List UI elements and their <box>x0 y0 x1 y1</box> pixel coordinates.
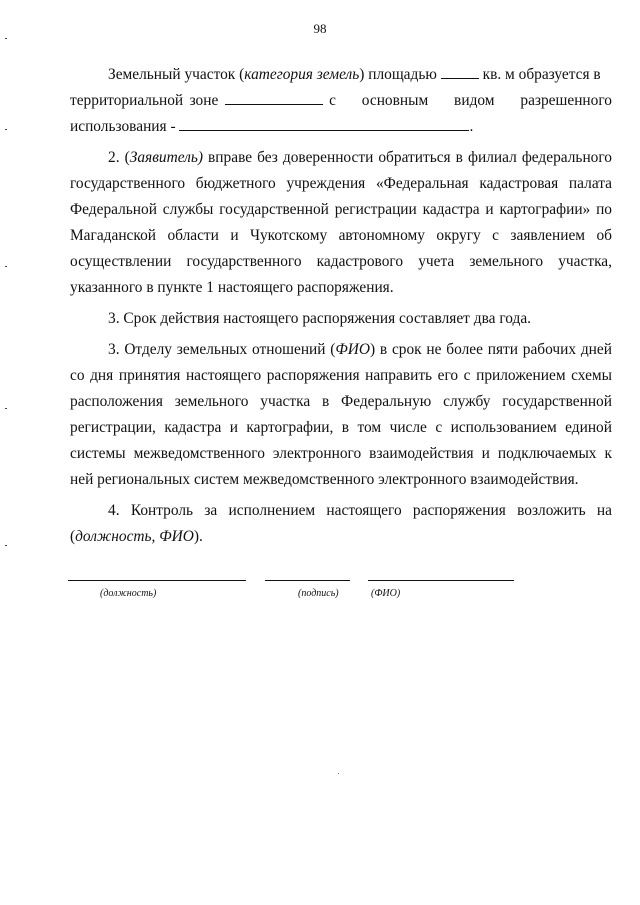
text-fragment: использования - <box>70 118 176 135</box>
name-signature-line[interactable] <box>368 580 514 581</box>
name-caption: (ФИО) <box>371 588 401 599</box>
zone-blank-field[interactable] <box>225 90 323 105</box>
text-fragment: ) в срок не более пяти рабочих дней со дня принятия настоящего распоряжения направить его с приложением схемы расположения земельного участка в Федеральную службу государственной регистрации, кадастра и картографии, в том числе с использованием единой системы межведомственного электронного взаимодействия и подключаемых к ней региональных систем межведомственного электронного взаимодействия. <box>70 341 612 488</box>
text-fragment: территориальной <box>70 92 184 109</box>
zone-line <box>70 88 612 114</box>
text-fragment: 4. Контроль за исполнением настоящего распоряжения возложить на ( <box>70 502 612 545</box>
paragraph-land-department <box>70 337 612 493</box>
text-fragment: вправе без доверенности обратиться в филиал федерального государственного бюджетного учреждения «Федеральная кадастровая палата Федеральной службы государственной регистрации кадастра и картографии» по Магаданской области и Чукотскому автономному округу с заявлением об осуществлении государственного кадастрового учета земельного участка, указанного в пункте 1 настоящего распоряжения. <box>70 149 612 296</box>
text-fragment: с основным видом разрешенного <box>329 92 612 109</box>
signature-line[interactable] <box>265 580 350 581</box>
position-caption: (должность) <box>100 588 157 599</box>
usage-line <box>70 114 612 140</box>
italic-placeholder: Заявитель) <box>129 149 203 166</box>
scan-mark <box>5 129 7 130</box>
text-fragment: ). <box>193 528 203 545</box>
text-fragment: кв. м образуется в <box>482 66 601 83</box>
scan-mark <box>5 545 7 546</box>
paragraph-control <box>70 498 612 550</box>
scan-speck <box>338 773 339 774</box>
scan-mark <box>5 38 7 39</box>
text-fragment: зоне <box>189 92 219 109</box>
document-body <box>70 62 612 550</box>
position-signature-line[interactable] <box>68 580 246 581</box>
scan-mark <box>5 408 7 409</box>
text-fragment: 3. Срок действия настоящего распоряжения составляет два года. <box>108 310 532 327</box>
italic-placeholder: ФИО <box>335 341 371 358</box>
signature-caption: (подпись) <box>298 588 339 599</box>
italic-placeholder: категория земель <box>244 66 360 83</box>
text-fragment: 2. ( <box>108 149 130 166</box>
text-fragment: . <box>469 118 474 135</box>
page-number: 98 <box>313 21 327 36</box>
area-blank-field[interactable] <box>441 64 479 79</box>
italic-placeholder: должность, ФИО <box>75 528 194 545</box>
paragraph-land-plot <box>70 62 612 88</box>
usage-blank-field[interactable] <box>179 116 469 131</box>
paragraph-applicant <box>70 145 612 301</box>
text-fragment: Земельный участок ( <box>108 66 245 83</box>
text-fragment: 3. Отделу земельных отношений ( <box>108 341 336 358</box>
text-fragment: ) площадью <box>359 66 437 83</box>
paragraph-validity <box>70 306 612 332</box>
scan-mark <box>5 266 7 267</box>
